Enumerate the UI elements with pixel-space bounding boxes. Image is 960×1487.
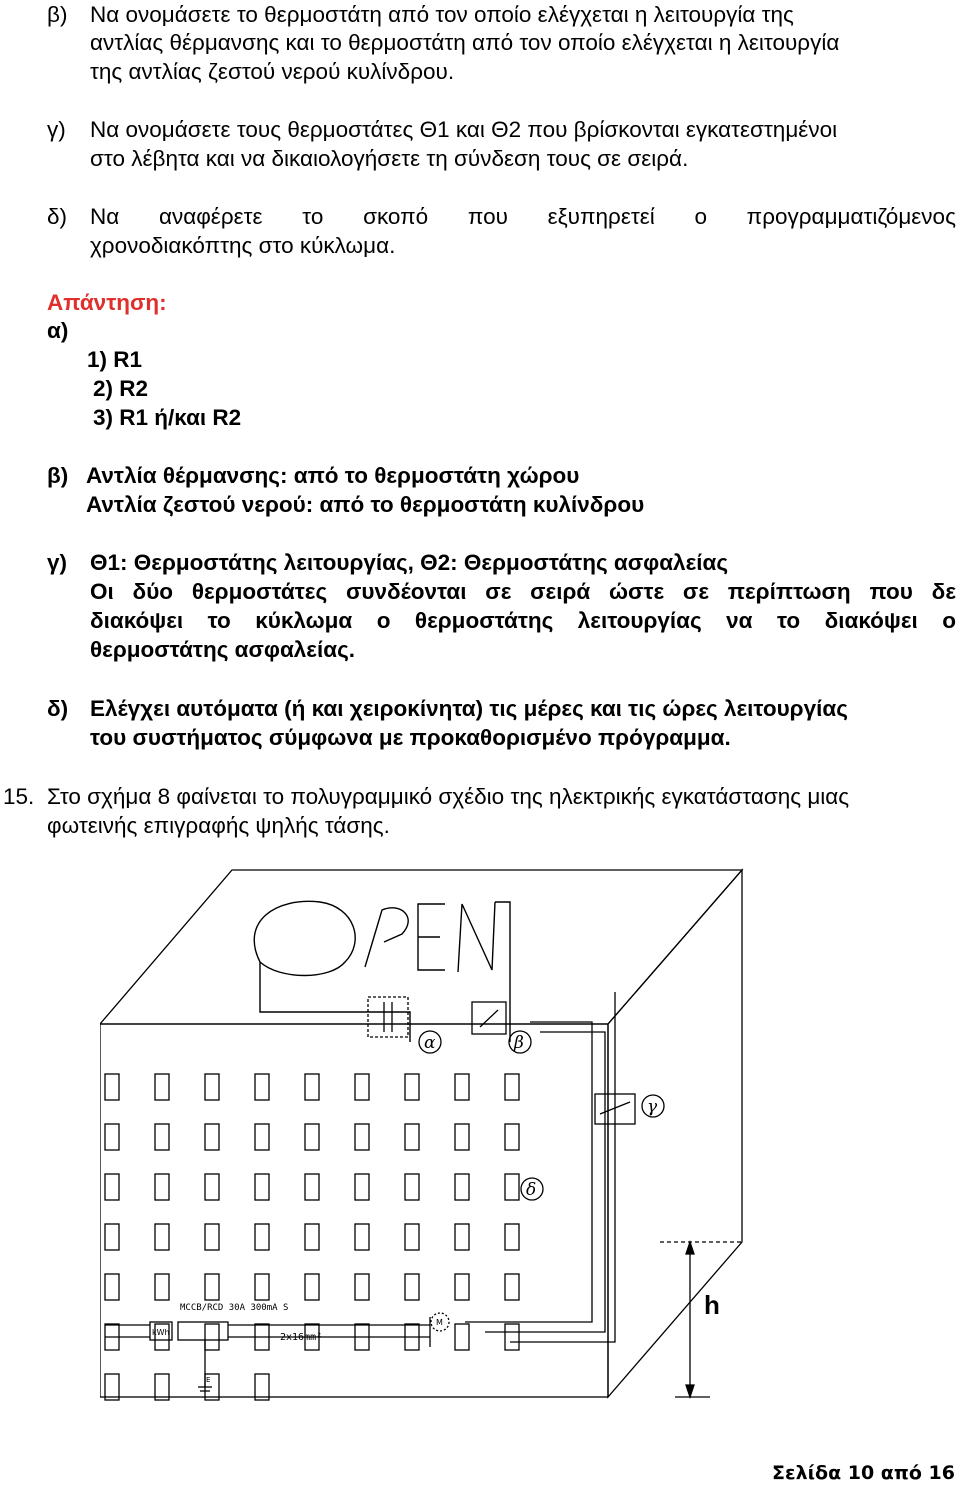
- word: το: [207, 608, 231, 633]
- motor-label: M: [436, 1318, 443, 1327]
- question-delta-line2: χρονοδιακόπτης στο κύκλωμα.: [90, 233, 396, 258]
- word: ώστε: [609, 579, 665, 604]
- window-pane: [455, 1074, 469, 1100]
- window-pane: [355, 1224, 369, 1250]
- window-pane: [155, 1074, 169, 1100]
- word: που: [467, 204, 508, 229]
- answer-delta-label: δ): [47, 696, 69, 721]
- question-15-number: 15.: [3, 784, 35, 809]
- window-pane: [105, 1374, 119, 1400]
- word: περίπτωση: [727, 579, 851, 604]
- window-pane: [505, 1324, 519, 1350]
- word: λειτουργίας: [577, 608, 702, 633]
- window-pane: [255, 1224, 269, 1250]
- earth-label: E: [206, 1376, 211, 1384]
- window-pane: [505, 1274, 519, 1300]
- kwh-label: kWh: [152, 1328, 170, 1337]
- word: δε: [931, 579, 956, 604]
- answer-gamma-line3: [90, 606, 956, 635]
- answer-beta-line2: Αντλία ζεστού νερού: από το θερμοστάτη κυλίνδρου: [86, 492, 645, 517]
- window-pane: [305, 1274, 319, 1300]
- window-pane: [505, 1074, 519, 1100]
- window-pane: [155, 1374, 169, 1400]
- window-pane: [255, 1074, 269, 1100]
- answer-beta-label: β): [47, 463, 69, 488]
- window-pane: [355, 1274, 369, 1300]
- window-pane: [505, 1124, 519, 1150]
- word: το: [302, 204, 324, 229]
- word: που: [869, 579, 913, 604]
- answer-alpha-item-3: 3) R1 ή/και R2: [93, 405, 242, 430]
- window-pane: [405, 1274, 419, 1300]
- window-pane: [505, 1174, 519, 1200]
- window-pane: [205, 1124, 219, 1150]
- answer-beta-line1: Αντλία θέρμανσης: από το θερμοστάτη χώρου: [86, 463, 580, 488]
- question-beta-line1: [90, 0, 956, 29]
- question-delta-line1: [90, 202, 956, 231]
- question-gamma-line1: Να ονομάσετε τους θερμοστάτες Θ1 και Θ2 που βρίσκονται εγκατεστημένοι: [90, 117, 838, 142]
- window-pane: [105, 1074, 119, 1100]
- window-pane: [305, 1074, 319, 1100]
- word: ο: [942, 608, 956, 633]
- word: σε: [682, 579, 709, 604]
- word: αναφέρετε: [158, 204, 263, 229]
- window-pane: [155, 1174, 169, 1200]
- answer-alpha-item-2: 2) R2: [93, 376, 149, 401]
- word: διακόψει: [90, 608, 184, 633]
- question-15-line2: φωτεινής επιγραφής ψηλής τάσης.: [47, 813, 390, 838]
- word: θερμοστάτες: [191, 579, 328, 604]
- window-pane: [255, 1124, 269, 1150]
- window-pane: [155, 1224, 169, 1250]
- word: προγραμματιζόμενος: [746, 204, 956, 229]
- delta-marker: [521, 1178, 543, 1200]
- window-pane: [355, 1174, 369, 1200]
- window-grid: [105, 1074, 519, 1400]
- answer-delta-line1: Ελέγχει αυτόματα (ή και χειροκίνητα) τις μέρες και τις ώρες λειτουργίας: [90, 696, 848, 721]
- question-15-line1: Στο σχήμα 8 φαίνεται το πολυγραμμικό σχέδιο της ηλεκτρικής εγκατάστασης μιας: [47, 784, 850, 809]
- window-pane: [105, 1124, 119, 1150]
- label-delta: δ: [526, 1180, 537, 1200]
- side-wiring: [465, 992, 615, 1342]
- word: το: [776, 608, 801, 633]
- word: κύκλωμα: [255, 608, 353, 633]
- window-pane: [455, 1224, 469, 1250]
- window-pane: [355, 1074, 369, 1100]
- window-pane: [305, 1224, 319, 1250]
- question-beta-label: β): [47, 2, 68, 27]
- label-alpha: α: [424, 1033, 436, 1053]
- question-gamma-label: γ): [47, 117, 66, 142]
- mccb-label: MCCB/RCD 30A 300mA S: [180, 1303, 289, 1313]
- window-pane: [405, 1174, 419, 1200]
- window-pane: [105, 1174, 119, 1200]
- window-pane: [505, 1224, 519, 1250]
- word: ο: [376, 608, 391, 633]
- answer-gamma-line2: [90, 577, 956, 606]
- switch-beta: [472, 1002, 531, 1053]
- transformer-alpha: [368, 997, 441, 1053]
- word: ο: [694, 204, 707, 229]
- window-pane: [105, 1274, 119, 1300]
- word: θερμοστάτης: [414, 608, 554, 633]
- window-pane: [205, 1224, 219, 1250]
- window-pane: [205, 1074, 219, 1100]
- window-pane: [255, 1174, 269, 1200]
- word: σε: [485, 579, 512, 604]
- window-pane: [255, 1374, 269, 1400]
- word: Να: [90, 204, 120, 229]
- question-beta-line2: αντλίας θέρμανσης και το θερμοστάτη από τον οποίο ελέγχεται η λειτουργία: [90, 30, 840, 55]
- window-pane: [405, 1224, 419, 1250]
- answer-alpha-label: α): [47, 318, 69, 343]
- height-dimension: [660, 1242, 742, 1397]
- question-beta-line3: της αντλίας ζεστού νερού κυλίνδρου.: [90, 59, 455, 84]
- label-gamma: γ: [647, 1097, 658, 1117]
- window-pane: [205, 1174, 219, 1200]
- word: σκοπό: [363, 204, 429, 229]
- word: σειρά: [530, 579, 591, 604]
- window-pane: [105, 1224, 119, 1250]
- window-pane: [455, 1124, 469, 1150]
- question-beta-text-1: Να ονομάσετε το θερμοστάτη από τον οποίο ελέγχεται η λειτουργία της: [90, 2, 794, 27]
- word: να: [726, 608, 753, 633]
- word: εξυπηρετεί: [547, 204, 655, 229]
- cable-label: 2x16mm²: [280, 1332, 323, 1343]
- window-pane: [405, 1124, 419, 1150]
- question-delta-label: δ): [47, 204, 68, 229]
- word: διακόψει: [824, 608, 918, 633]
- height-label: h: [704, 1290, 720, 1320]
- word: συνδέονται: [345, 579, 467, 604]
- window-pane: [205, 1274, 219, 1300]
- word: Οι: [90, 579, 114, 604]
- label-beta: β: [514, 1033, 524, 1053]
- answer-delta-line2: του συστήματος σύμφωνα με προκαθορισμένο πρόγραμμα.: [90, 725, 731, 750]
- answer-gamma-line4: θερμοστάτης ασφαλείας.: [90, 637, 356, 662]
- answer-alpha-item-1: 1) R1: [87, 347, 143, 372]
- window-pane: [355, 1124, 369, 1150]
- window-pane: [155, 1124, 169, 1150]
- window-pane: [305, 1124, 319, 1150]
- answer-gamma-line1: Θ1: Θερμοστάτης λειτουργίας, Θ2: Θερμοστάτης ασφαλείας: [90, 550, 729, 575]
- enclosure-outline: [100, 870, 742, 1397]
- window-pane: [305, 1174, 319, 1200]
- window-pane: [455, 1174, 469, 1200]
- word: δύο: [132, 579, 174, 604]
- neon-sign-installation-figure: [100, 862, 750, 1422]
- window-pane: [405, 1074, 419, 1100]
- answer-gamma-label: γ): [47, 550, 68, 575]
- supply-circuit: [105, 1303, 449, 1391]
- window-pane: [455, 1274, 469, 1300]
- window-pane: [455, 1324, 469, 1350]
- answer-heading: Απάντηση:: [47, 290, 167, 315]
- window-pane: [205, 1324, 219, 1350]
- page-footer: Σελίδα 10 από 16: [772, 1462, 955, 1484]
- window-pane: [155, 1274, 169, 1300]
- window-pane: [255, 1274, 269, 1300]
- question-gamma-line2: στο λέβητα και να δικαιολογήσετε τη σύνδεση τους σε σειρά.: [90, 146, 689, 171]
